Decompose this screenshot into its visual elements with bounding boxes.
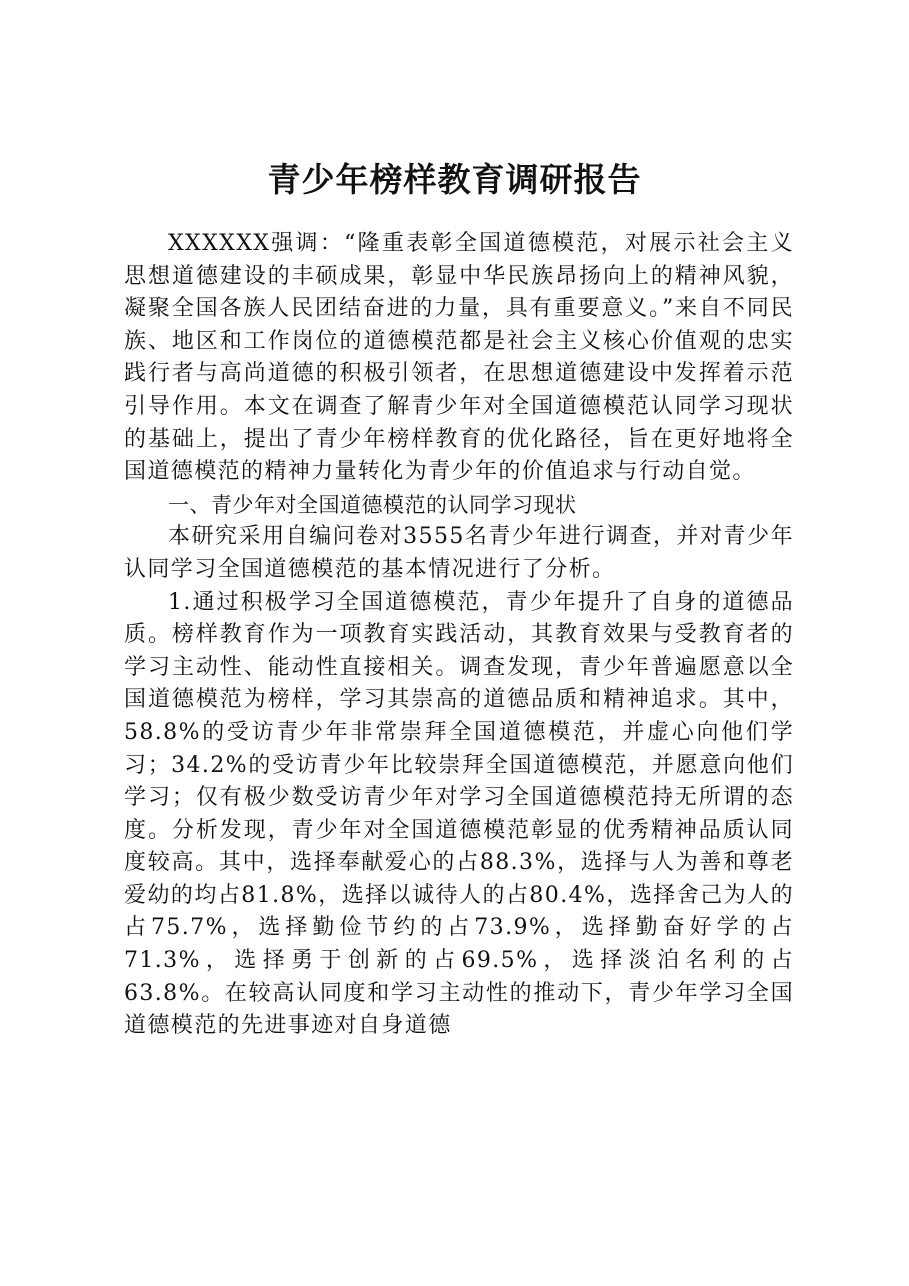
point-1-paragraph: 1.通过积极学习全国道德模范，青少年提升了自身的道德品质。榜样教育作为一项教育实践活动，其教育效果与受教育者的学习主动性、能动性直接相关。调查发现，青少年普遍愿意以全国道德模范为榜样，学习其崇高的道德品质和精神追求。其中，58.8%的受访青少年非常崇拜全国道德模范，并虚心向他们学习；34.2%的受访青少年比较崇拜全国道德模范，并愿意向他们学习；仅有极少数受访青少年对学习全国道德模范持无所谓的态度。分析发现，青少年对全国道德模范彰显的优秀精神品质认同度较高。其中，选择奉献爱心的占88.3%，选择与人为善和尊老爱幼的均占81.8%，选择以诚待人的占80.4%，选择舍己为人的占75.7%，选择勤俭节约的占73.9%，选择勤奋好学的占71.3%，选择勇于创新的占69.5%，选择淡泊名利的占63.8%。在较高认同度和学习主动性的推动下，青少年学习全国道德模范的先进事迹对自身道德 [124, 589, 794, 1039]
section-heading: 一、青少年对全国道德模范的认同学习现状 [168, 492, 577, 517]
intro-paragraph: XXXXXX强调：“隆重表彰全国道德模范，对展示社会主义思想道德建设的丰硕成果，彰显中华民族昂扬向上的精神风貌，凝聚全国各族人民团结奋进的力量，具有重要意义。”来自不同民族、地区和工作岗位的道德模范都是社会主义核心价值观的忠实践行者与高尚道德的积极引领者，在思想道德建设中发挥着示范引导作用。本文在调查了解青少年对全国道德模范认同学习现状的基础上，提出了青少年榜样教育的优化路径，旨在更好地将全国道德模范的精神力量转化为青少年的价值追求与行动自觉。 [124, 231, 794, 485]
section-intro-paragraph: 本研究采用自编问卷对3555名青少年进行调查，并对青少年认同学习全国道德模范的基本情况进行了分析。 [124, 524, 794, 582]
document-body [124, 218, 794, 1043]
document-title: 青少年榜样教育调研报告 [267, 160, 642, 199]
